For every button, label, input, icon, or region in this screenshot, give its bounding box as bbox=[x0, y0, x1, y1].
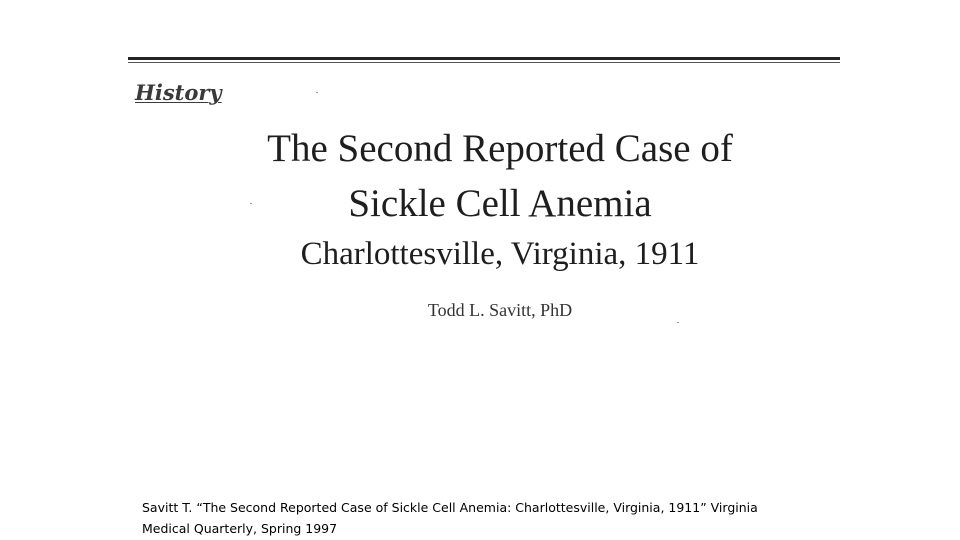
article-title-line-2: Sickle Cell Anemia bbox=[348, 182, 652, 225]
scan-speck bbox=[316, 92, 318, 93]
header-rule-thick bbox=[128, 57, 840, 60]
scan-speck bbox=[250, 203, 252, 204]
citation-line-2: Medical Quarterly, Spring 1997 bbox=[142, 521, 338, 536]
article-subtitle: Charlottesville, Virginia, 1911 bbox=[300, 236, 700, 272]
article-title-line-1: The Second Reported Case of bbox=[267, 127, 733, 170]
citation-line-1: Savitt T. “The Second Reported Case of Sickle Cell Anemia: Charlottesville, Virginia, 1911” Virginia bbox=[142, 500, 758, 515]
citation bbox=[142, 497, 822, 539]
section-label: History bbox=[135, 80, 222, 105]
header-rule-thin bbox=[128, 62, 840, 63]
scan-speck bbox=[677, 322, 679, 323]
author-name: Todd L. Savitt, PhD bbox=[427, 300, 573, 320]
